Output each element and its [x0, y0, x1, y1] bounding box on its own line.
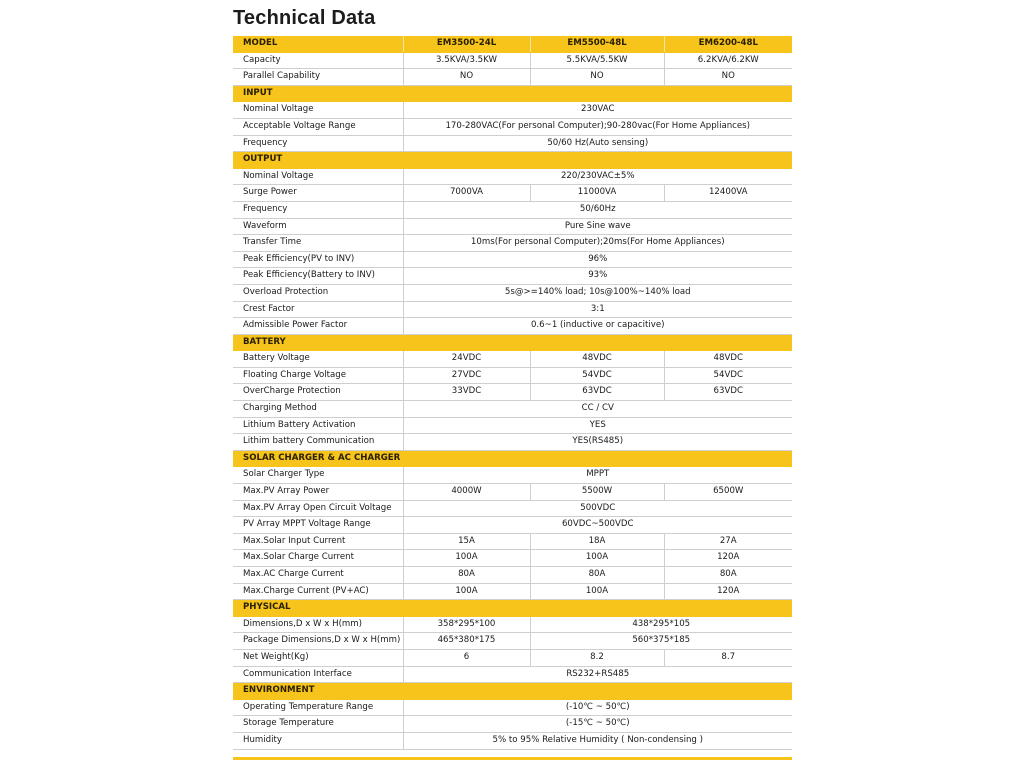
spec-value: Pure Sine wave [403, 218, 792, 235]
spec-value: 5s@>=140% load; 10s@100%~140% load [403, 284, 792, 301]
spec-value: 100A [530, 583, 664, 600]
spec-value: 5% to 95% Relative Humidity ( Non-condensing ) [403, 732, 792, 749]
spec-label: Nominal Voltage [233, 102, 403, 119]
spec-value: 33VDC [403, 384, 530, 401]
spec-row [233, 201, 792, 218]
spec-label: Overload Protection [233, 284, 403, 301]
spec-value: 230VAC [403, 102, 792, 119]
model-name: EM3500-24L [403, 36, 530, 52]
spec-row [233, 351, 792, 368]
spec-label: Solar Charger Type [233, 467, 403, 484]
spec-value: 50/60Hz [403, 201, 792, 218]
spec-row [233, 616, 792, 633]
spec-row [233, 185, 792, 202]
spec-row [233, 517, 792, 534]
spec-label: Max.AC Charge Current [233, 567, 403, 584]
section-title: BATTERY [233, 334, 792, 351]
spec-row [233, 301, 792, 318]
spec-value: CC / CV [403, 401, 792, 418]
spec-row [233, 666, 792, 683]
spec-row [233, 484, 792, 501]
spec-row [233, 633, 792, 650]
spec-row [233, 567, 792, 584]
spec-value: 7000VA [403, 185, 530, 202]
spec-value: 80A [530, 567, 664, 584]
spec-table [233, 36, 792, 750]
spec-value: 465*380*175 [403, 633, 530, 650]
spec-label: Lithim battery Communication [233, 434, 403, 451]
spec-row [233, 69, 792, 86]
model-header-row [233, 36, 792, 52]
spec-row [233, 168, 792, 185]
spec-row [233, 716, 792, 733]
spec-row [233, 732, 792, 749]
spec-value: MPPT [403, 467, 792, 484]
spec-value: (-10℃ ~ 50℃) [403, 699, 792, 716]
spec-label: Package Dimensions,D x W x H(mm) [233, 633, 403, 650]
spec-value: 80A [664, 567, 792, 584]
section-title: SOLAR CHARGER & AC CHARGER [233, 450, 792, 467]
spec-row [233, 218, 792, 235]
spec-value: 4000W [403, 484, 530, 501]
section-title: ENVIRONMENT [233, 683, 792, 700]
spec-label: Humidity [233, 732, 403, 749]
spec-label: Capacity [233, 52, 403, 69]
spec-row [233, 434, 792, 451]
spec-value: 5.5KVA/5.5KW [530, 52, 664, 69]
spec-value: 8.2 [530, 649, 664, 666]
spec-value: 5500W [530, 484, 664, 501]
spec-value: 8.7 [664, 649, 792, 666]
spec-value: 500VDC [403, 500, 792, 517]
model-name: EM6200-48L [664, 36, 792, 52]
spec-value: 100A [403, 583, 530, 600]
spec-label: Parallel Capability [233, 69, 403, 86]
spec-value: 18A [530, 533, 664, 550]
spec-value: 120A [664, 550, 792, 567]
spec-row [233, 118, 792, 135]
model-header-label: MODEL [233, 36, 403, 52]
spec-row [233, 102, 792, 119]
spec-value: NO [530, 69, 664, 86]
spec-value: 27VDC [403, 367, 530, 384]
spec-label: Floating Charge Voltage [233, 367, 403, 384]
spec-value: 48VDC [530, 351, 664, 368]
spec-label: Waveform [233, 218, 403, 235]
section-title: PHYSICAL [233, 600, 792, 617]
spec-value: 15A [403, 533, 530, 550]
spec-label: Crest Factor [233, 301, 403, 318]
spec-value: 93% [403, 268, 792, 285]
spec-label: Lithium Battery Activation [233, 417, 403, 434]
spec-row [233, 367, 792, 384]
spec-label: Frequency [233, 135, 403, 152]
spec-value: 220/230VAC±5% [403, 168, 792, 185]
spec-value: 6500W [664, 484, 792, 501]
spec-row [233, 533, 792, 550]
spec-row [233, 268, 792, 285]
spec-value: 54VDC [664, 367, 792, 384]
spec-row [233, 583, 792, 600]
spec-value: 358*295*100 [403, 616, 530, 633]
section-header [233, 450, 792, 467]
spec-row [233, 235, 792, 252]
spec-row [233, 318, 792, 335]
spec-label: Net Weight(Kg) [233, 649, 403, 666]
spec-row [233, 649, 792, 666]
spec-value: 100A [530, 550, 664, 567]
spec-label: Peak Efficiency(PV to INV) [233, 251, 403, 268]
section-header [233, 683, 792, 700]
spec-label: Max.Solar Input Current [233, 533, 403, 550]
section-title: INPUT [233, 85, 792, 102]
spec-value: 24VDC [403, 351, 530, 368]
spec-value: 100A [403, 550, 530, 567]
spec-value: YES [403, 417, 792, 434]
spec-row [233, 550, 792, 567]
section-header [233, 600, 792, 617]
section-title: OUTPUT [233, 152, 792, 169]
spec-row [233, 500, 792, 517]
spec-value: 10ms(For personal Computer);20ms(For Home Appliances) [403, 235, 792, 252]
spec-label: Peak Efficiency(Battery to INV) [233, 268, 403, 285]
spec-value: 11000VA [530, 185, 664, 202]
model-name: EM5500-48L [530, 36, 664, 52]
spec-label: Max.Solar Charge Current [233, 550, 403, 567]
spec-row [233, 384, 792, 401]
spec-label: PV Array MPPT Voltage Range [233, 517, 403, 534]
spec-value: 27A [664, 533, 792, 550]
spec-value: 96% [403, 251, 792, 268]
spec-value: 170-280VAC(For personal Computer);90-280vac(For Home Appliances) [403, 118, 792, 135]
spec-label: Frequency [233, 201, 403, 218]
spec-value: 120A [664, 583, 792, 600]
section-header [233, 85, 792, 102]
spec-row [233, 135, 792, 152]
spec-label: Battery Voltage [233, 351, 403, 368]
spec-row [233, 467, 792, 484]
spec-label: Max.Charge Current (PV+AC) [233, 583, 403, 600]
spec-label: Nominal Voltage [233, 168, 403, 185]
spec-value: 54VDC [530, 367, 664, 384]
section-header [233, 334, 792, 351]
spec-value: 6 [403, 649, 530, 666]
spec-row [233, 52, 792, 69]
spec-value: 63VDC [530, 384, 664, 401]
spec-label: Surge Power [233, 185, 403, 202]
spec-value: 60VDC~500VDC [403, 517, 792, 534]
spec-label: OverCharge Protection [233, 384, 403, 401]
spec-label: Storage Temperature [233, 716, 403, 733]
spec-value: 3.5KVA/3.5KW [403, 52, 530, 69]
spec-label: Admissible Power Factor [233, 318, 403, 335]
spec-value: 50/60 Hz(Auto sensing) [403, 135, 792, 152]
spec-value: NO [664, 69, 792, 86]
page-title: Technical Data [233, 7, 376, 29]
spec-row [233, 251, 792, 268]
spec-label: Communication Interface [233, 666, 403, 683]
spec-label: Operating Temperature Range [233, 699, 403, 716]
section-header [233, 152, 792, 169]
spec-row [233, 401, 792, 418]
spec-label: Dimensions,D x W x H(mm) [233, 616, 403, 633]
spec-label: Transfer Time [233, 235, 403, 252]
spec-value: 80A [403, 567, 530, 584]
spec-row [233, 284, 792, 301]
spec-value: 6.2KVA/6.2KW [664, 52, 792, 69]
spec-row [233, 417, 792, 434]
spec-value: 12400VA [664, 185, 792, 202]
spec-value: 0.6~1 (inductive or capacitive) [403, 318, 792, 335]
spec-value: RS232+RS485 [403, 666, 792, 683]
spec-label: Charging Method [233, 401, 403, 418]
spec-value: 48VDC [664, 351, 792, 368]
spec-value: 560*375*185 [530, 633, 792, 650]
spec-value: 438*295*105 [530, 616, 792, 633]
spec-value: NO [403, 69, 530, 86]
spec-label: Max.PV Array Open Circuit Voltage [233, 500, 403, 517]
spec-label: Acceptable Voltage Range [233, 118, 403, 135]
spec-value: YES(RS485) [403, 434, 792, 451]
spec-value: 3:1 [403, 301, 792, 318]
spec-value: 63VDC [664, 384, 792, 401]
spec-value: (-15℃ ~ 50℃) [403, 716, 792, 733]
spec-label: Max.PV Array Power [233, 484, 403, 501]
bottom-rule [233, 757, 792, 760]
spec-row [233, 699, 792, 716]
